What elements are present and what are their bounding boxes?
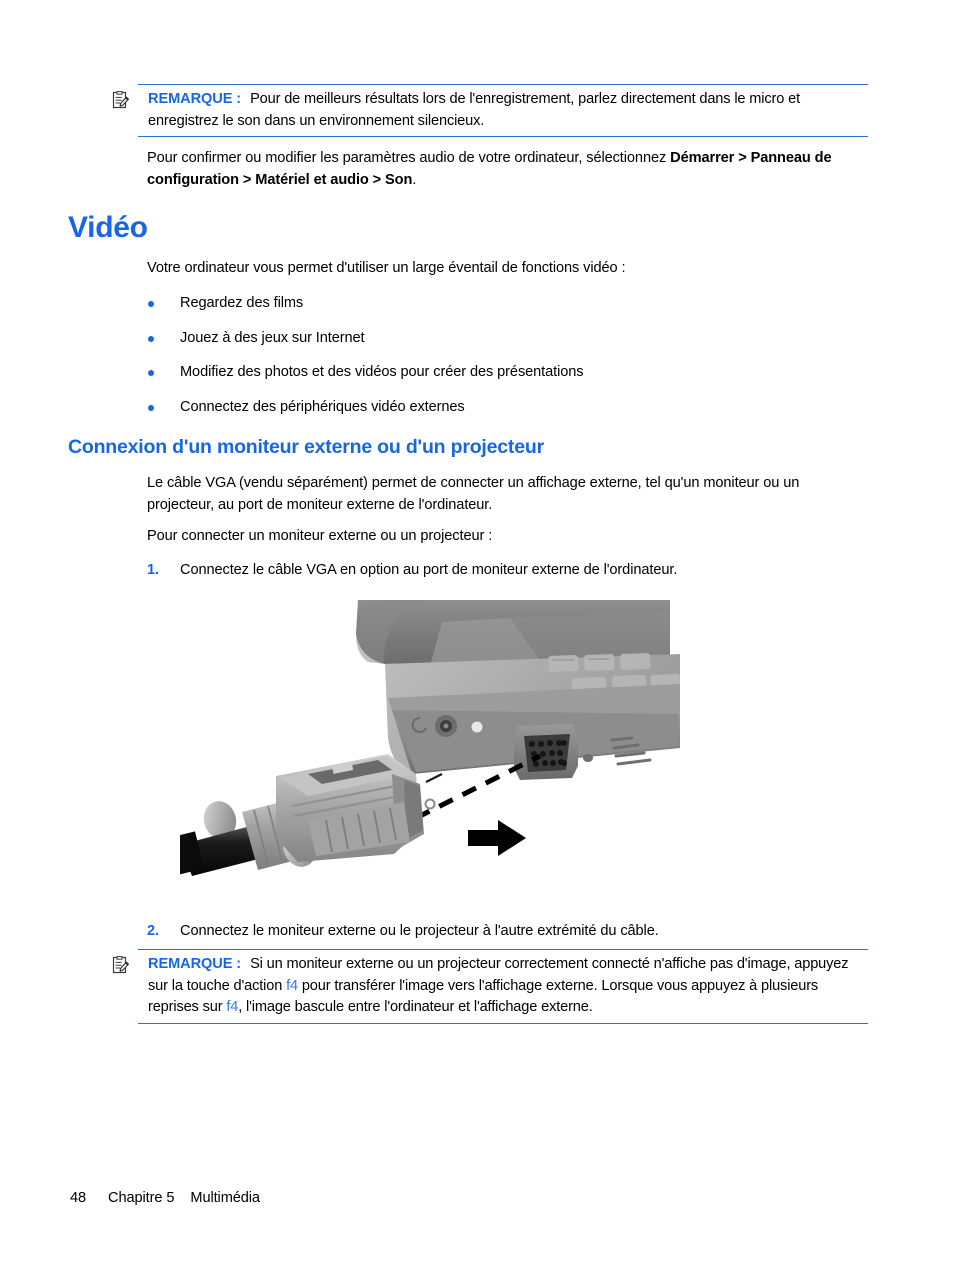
note-body bbox=[112, 950, 868, 1023]
footer-page-number: 48 bbox=[70, 1190, 87, 1206]
key-reference-f4: f4 bbox=[286, 977, 298, 994]
paragraph-vga-cable: Le câble VGA (vendu séparément) permet de connecter un affichage externe, tel qu'un moniteur ou un projecteur, au port de moniteur externe de l'ordinateur. bbox=[147, 475, 800, 513]
footer-chapter: Chapitre 5 bbox=[108, 1190, 175, 1206]
steps-list-2 bbox=[147, 921, 868, 942]
note-bottom-rule bbox=[138, 136, 868, 137]
step-number: 2. bbox=[147, 923, 159, 939]
note-content-part-2: pour transférer l'image vers l'affichage externe. Lorsque vous appuyez à plusieurs reprises sur bbox=[148, 977, 819, 1015]
footer-chapter-title: Multimédia bbox=[190, 1190, 260, 1206]
bullet-dot-icon bbox=[148, 405, 154, 411]
note-content-part-3: , l'image bascule entre l'ordinateur et l'affichage externe. bbox=[238, 999, 593, 1015]
steps-list-1 bbox=[147, 560, 868, 581]
step-label: Connectez le moniteur externe ou le projecteur à l'autre extrémité du câble. bbox=[180, 923, 659, 939]
list-item bbox=[147, 362, 868, 383]
note-block-bottom bbox=[112, 949, 868, 1024]
paragraph-connect-intro: Pour connecter un moniteur externe ou un projecteur : bbox=[147, 528, 493, 544]
subsection-title: Connexion d'un moniteur externe ou d'un projecteur bbox=[68, 436, 544, 458]
note-label: REMARQUE : bbox=[148, 91, 242, 107]
note-text bbox=[148, 89, 868, 132]
step-label: Connectez le câble VGA en option au port de moniteur externe de l'ordinateur. bbox=[180, 562, 678, 578]
note-label: REMARQUE : bbox=[148, 956, 242, 972]
bullet-dot-icon bbox=[148, 336, 154, 342]
audio-tail-text: . bbox=[412, 171, 417, 188]
list-item-label: Modifiez des photos et des vidéos pour créer des présentations bbox=[180, 364, 584, 380]
paragraph-video-intro: Votre ordinateur vous permet d'utiliser un large éventail de fonctions vidéo : bbox=[147, 260, 626, 276]
note-bottom-rule bbox=[138, 1023, 868, 1024]
list-item bbox=[147, 921, 868, 942]
page-title: Vidéo bbox=[68, 211, 148, 244]
audio-menu-path: Démarrer > Panneau de configuration > Matériel et audio > Son bbox=[147, 150, 832, 188]
list-item-label: Regardez des films bbox=[180, 295, 304, 311]
page-footer bbox=[70, 1190, 260, 1206]
note-text bbox=[148, 954, 868, 1019]
note-content-part-1: Si un moniteur externe ou un projecteur correctement connecté n'affiche pas d'image, appuyez sur la touche d'action bbox=[148, 956, 849, 994]
step-number: 1. bbox=[147, 562, 159, 578]
vga-cable-to-laptop-port-illustration bbox=[180, 598, 680, 883]
bullet-dot-icon bbox=[148, 370, 154, 376]
list-item-label: Jouez à des jeux sur Internet bbox=[180, 329, 365, 346]
note-pencil-icon bbox=[112, 91, 130, 109]
audio-lead-text: Pour confirmer ou modifier les paramètres audio de votre ordinateur, sélectionnez bbox=[147, 150, 671, 166]
bullet-dot-icon bbox=[148, 301, 154, 307]
video-features-list bbox=[147, 293, 868, 431]
list-item bbox=[147, 397, 868, 418]
list-item bbox=[147, 328, 868, 349]
list-item bbox=[147, 293, 868, 314]
list-item-label: Connectez des périphériques vidéo externes bbox=[180, 398, 465, 415]
note-block-top bbox=[112, 84, 868, 137]
note-pencil-icon bbox=[112, 956, 130, 974]
key-reference-f4: f4 bbox=[226, 999, 239, 1015]
paragraph-audio-settings bbox=[147, 148, 868, 192]
note-body bbox=[112, 85, 868, 136]
list-item bbox=[147, 560, 868, 581]
note-content: Pour de meilleurs résultats lors de l'enregistrement, parlez directement dans le micro et enregistrez le son dans un environnement silencieux. bbox=[148, 91, 800, 129]
